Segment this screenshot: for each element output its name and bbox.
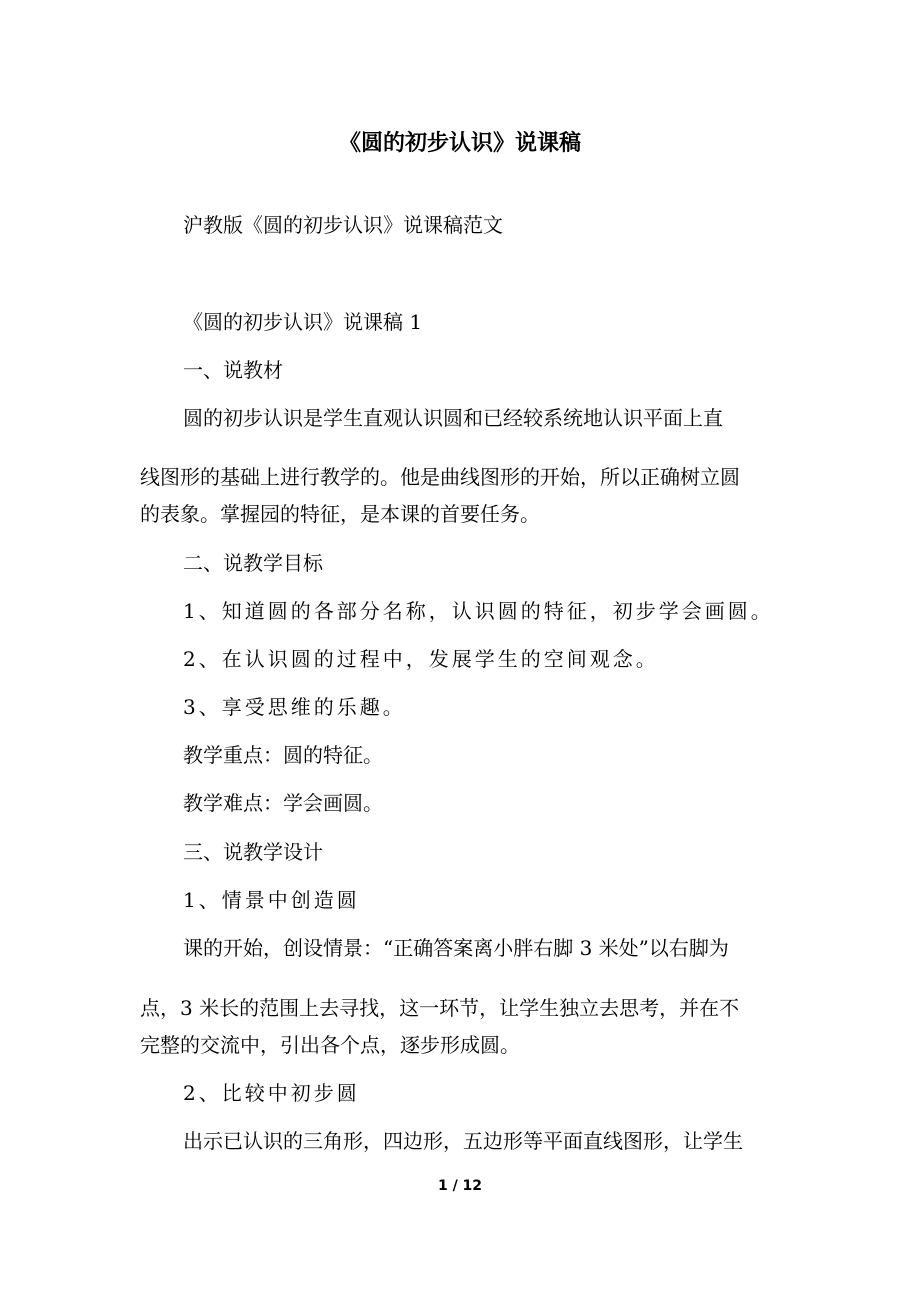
key-point: 教学重点：圆的特征。 — [183, 743, 383, 767]
subtitle: 沪教版《圆的初步认识》说课稿范文 — [183, 213, 503, 237]
page-indicator: 1 / 12 — [437, 1178, 483, 1194]
step-heading: 2、比较中初步圆 — [183, 1081, 360, 1105]
paragraph-line: 的表象。掌握园的特征，是本课的首要任务。 — [140, 502, 540, 526]
part1-heading: 一、说教材 — [183, 358, 283, 382]
paragraph-line: 出示已认识的三角形，四边形，五边形等平面直线图形，让学生 — [183, 1129, 743, 1153]
paragraph-line: 课的开始，创设情景：“正确答案离小胖右脚 3 米处”以右脚为 — [183, 936, 729, 960]
section-heading: 《圆的初步认识》说课稿 1 — [183, 310, 423, 334]
part2-heading: 二、说教学目标 — [183, 551, 323, 575]
difficult-point: 教学难点：学会画圆。 — [183, 791, 383, 815]
paragraph-line: 线图形的基础上进行教学的。他是曲线图形的开始，所以正确树立圆 — [140, 465, 740, 489]
paragraph-line: 点，3 米长的范围上去寻找，这一环节，让学生独立去思考，并在不 — [140, 996, 740, 1020]
goal-item: 3、享受思维的乐趣。 — [183, 695, 406, 719]
part3-heading: 三、说教学设计 — [183, 840, 323, 864]
goal-item: 2、在认识圆的过程中，发展学生的空间观念。 — [183, 647, 659, 671]
paragraph-line: 圆的初步认识是学生直观认识圆和已经较系统地认识平面上直 — [183, 406, 723, 430]
paragraph-line: 完整的交流中，引出各个点，逐步形成圆。 — [140, 1033, 520, 1057]
goal-item: 1、知道圆的各部分名称，认识圆的特征，初步学会画圆。 — [183, 599, 774, 623]
document-title: 《圆的初步认识》说课稿 — [338, 131, 581, 156]
step-heading: 1、情景中创造圆 — [183, 888, 360, 912]
